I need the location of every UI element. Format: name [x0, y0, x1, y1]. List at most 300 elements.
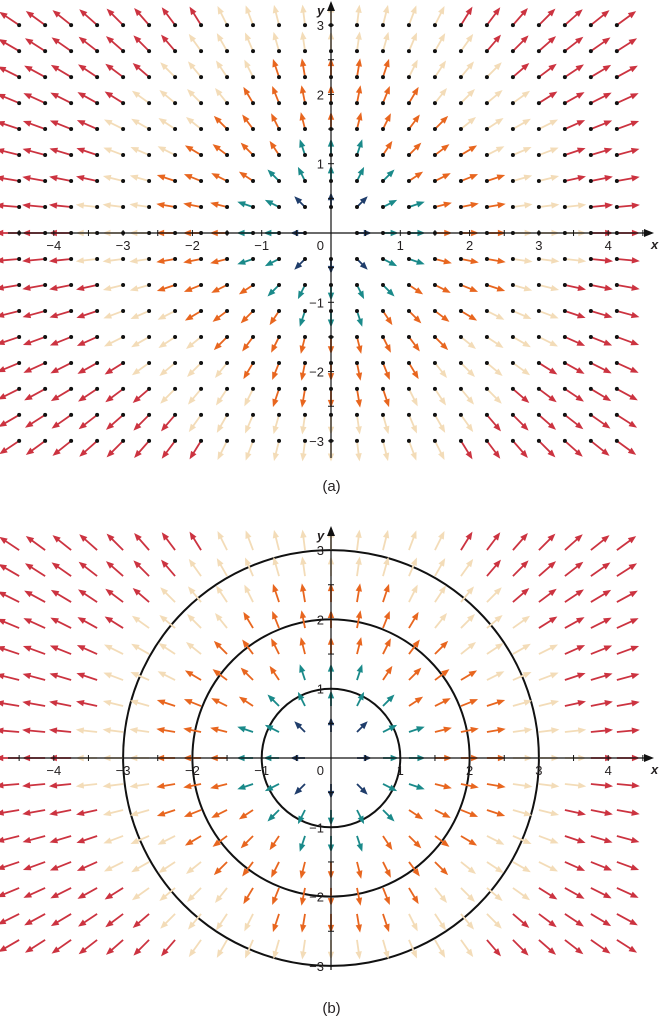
- vector-arrow: [513, 727, 533, 733]
- base-point: [277, 179, 281, 183]
- x-tick-label: −4: [46, 763, 62, 778]
- vector-arrow: [241, 309, 255, 323]
- vector-arrow: [537, 309, 559, 319]
- vector-arrow: [104, 119, 125, 131]
- base-point: [563, 387, 567, 391]
- base-point: [407, 283, 411, 287]
- vector-arrow: [133, 387, 151, 403]
- vector-arrow: [511, 119, 531, 131]
- vector-arrow: [563, 9, 583, 27]
- vector-arrow: [433, 335, 448, 350]
- vector-arrow: [50, 93, 73, 105]
- vector-arrow: [77, 645, 97, 654]
- base-point: [147, 387, 151, 391]
- vector-arrow: [79, 413, 99, 429]
- vector-arrow: [183, 783, 201, 789]
- vector-arrow: [107, 439, 125, 457]
- base-point: [43, 49, 47, 53]
- vector-arrow: [407, 143, 421, 157]
- vector-arrow: [563, 37, 583, 53]
- x-tick-label: 4: [604, 238, 612, 253]
- vector-arrow: [105, 914, 123, 927]
- base-point: [69, 205, 73, 209]
- base-point: [511, 127, 515, 131]
- vector-arrow: [211, 173, 229, 183]
- vector-arrow: [487, 810, 505, 817]
- vector-arrow: [272, 387, 281, 407]
- vector-arrow: [270, 309, 281, 325]
- vector-arrow: [461, 532, 473, 550]
- x-tick-label: 1: [396, 238, 404, 253]
- vector-arrow: [157, 174, 177, 183]
- vector-arrow: [383, 862, 391, 878]
- base-point: [17, 413, 21, 417]
- vector-arrow: [0, 335, 21, 345]
- vector-arrow: [589, 37, 611, 53]
- vector-arrow: [130, 147, 151, 157]
- vector-arrow: [105, 92, 125, 106]
- base-point: [199, 101, 203, 105]
- base-point: [173, 387, 177, 391]
- vector-arrow: [107, 534, 123, 550]
- vector-arrow: [298, 283, 307, 299]
- vector-arrow: [407, 60, 418, 79]
- vector-arrow: [355, 309, 363, 327]
- base-point: [381, 75, 385, 79]
- vector-arrow: [461, 670, 477, 680]
- vector-arrow: [355, 257, 368, 270]
- base-point: [563, 335, 567, 339]
- base-point: [407, 153, 411, 157]
- base-point: [121, 101, 125, 105]
- vector-arrow: [0, 728, 19, 734]
- base-point: [433, 75, 437, 79]
- vector-arrow: [77, 617, 97, 628]
- base-point: [563, 153, 567, 157]
- vector-arrow: [407, 5, 417, 27]
- base-point: [251, 309, 255, 313]
- vector-arrow: [563, 439, 583, 457]
- vector-arrow: [591, 940, 611, 954]
- base-point: [199, 361, 203, 365]
- vector-arrow: [355, 335, 362, 354]
- base-point: [95, 153, 99, 157]
- base-point: [69, 153, 73, 157]
- base-point: [147, 205, 151, 209]
- vector-arrow: [459, 257, 479, 264]
- base-point: [17, 127, 21, 131]
- vector-arrow: [459, 145, 477, 157]
- base-point: [225, 127, 229, 131]
- vector-arrow: [49, 673, 71, 680]
- base-point: [225, 205, 229, 209]
- vector-arrow: [459, 283, 478, 292]
- base-point: [615, 257, 619, 261]
- vector-arrow: [24, 66, 47, 79]
- base-point: [485, 127, 489, 131]
- base-point: [147, 335, 151, 339]
- vector-arrow: [76, 673, 97, 680]
- vector-arrow: [589, 413, 611, 429]
- base-point: [121, 439, 125, 443]
- base-point: [563, 361, 567, 365]
- vector-arrow: [433, 6, 445, 27]
- y-axis-arrow: [327, 526, 335, 536]
- vector-arrow: [615, 283, 640, 291]
- base-point: [43, 335, 47, 339]
- vector-arrow: [615, 309, 640, 318]
- base-point: [355, 127, 359, 131]
- base-point: [225, 335, 229, 339]
- vector-arrow: [355, 31, 362, 53]
- base-point: [173, 439, 177, 443]
- vector-arrow: [513, 940, 529, 956]
- base-point: [459, 75, 463, 79]
- base-point: [199, 179, 203, 183]
- x-axis-label: x: [651, 762, 659, 777]
- vector-arrow: [407, 115, 420, 132]
- base-point: [459, 361, 463, 365]
- y-tick-label: 3: [316, 543, 324, 559]
- base-point: [303, 283, 307, 287]
- vector-arrow: [0, 39, 21, 53]
- vector-arrow: [0, 646, 19, 654]
- vector-arrow: [210, 727, 227, 733]
- vector-arrow: [242, 862, 253, 877]
- vector-arrow: [187, 888, 201, 902]
- base-point: [511, 101, 515, 105]
- vector-arrow: [300, 862, 306, 879]
- base-point: [485, 257, 489, 261]
- base-point: [199, 387, 203, 391]
- base-point: [303, 75, 307, 79]
- vector-arrow: [215, 613, 227, 628]
- y-tick-label: 2: [316, 87, 324, 103]
- vector-arrow: [356, 610, 362, 628]
- vector-arrow: [131, 644, 149, 654]
- vector-arrow: [537, 175, 559, 183]
- vector-arrow: [591, 782, 613, 788]
- y-tick-label: −1: [309, 820, 324, 836]
- vector-arrow: [186, 642, 201, 654]
- vector-arrow: [130, 700, 149, 706]
- base-point: [563, 439, 567, 443]
- vector-arrow: [273, 439, 281, 461]
- vector-arrow: [355, 283, 364, 299]
- vector-arrow: [272, 86, 281, 105]
- base-point: [407, 387, 411, 391]
- vector-arrow: [76, 782, 97, 788]
- vector-arrow: [183, 727, 201, 733]
- vector-arrow: [241, 668, 253, 680]
- vector-arrow: [188, 387, 203, 405]
- vector-arrow: [435, 810, 451, 818]
- x-tick-label: 3: [535, 763, 543, 778]
- base-point: [433, 153, 437, 157]
- base-point: [407, 309, 411, 313]
- vector-arrow: [188, 586, 201, 602]
- base-point: [537, 309, 541, 313]
- x-tick-label: 1: [396, 763, 404, 778]
- base-point: [147, 23, 151, 27]
- vector-arrow: [0, 94, 21, 105]
- base-point: [95, 179, 99, 183]
- vector-arrow: [187, 361, 203, 377]
- vector-arrow: [487, 671, 504, 680]
- vector-arrow: [435, 669, 450, 680]
- vector-arrow: [76, 148, 99, 157]
- vector-arrow: [299, 836, 305, 852]
- vector-arrow: [103, 782, 123, 788]
- vector-arrow: [77, 92, 99, 105]
- vector-arrow: [49, 810, 71, 816]
- vector-arrow: [22, 810, 45, 816]
- base-point: [433, 205, 437, 209]
- vector-arrow: [49, 782, 71, 788]
- vector-arrow: [355, 940, 361, 960]
- vector-arrow: [383, 666, 392, 680]
- vector-arrow: [106, 940, 123, 955]
- vector-arrow: [78, 387, 99, 402]
- vector-arrow: [243, 87, 255, 105]
- vector-arrow: [563, 335, 585, 346]
- base-point: [563, 309, 567, 313]
- vector-arrow: [187, 89, 203, 105]
- vector-arrow: [563, 148, 586, 157]
- base-point: [225, 23, 229, 27]
- vector-arrow: [433, 309, 450, 322]
- base-point: [355, 309, 359, 313]
- vector-arrow: [23, 618, 45, 628]
- vector-arrow: [158, 146, 177, 157]
- vector-arrow: [216, 914, 227, 931]
- vector-arrow: [539, 862, 558, 872]
- base-point: [589, 257, 593, 261]
- base-point: [147, 439, 151, 443]
- vector-arrow: [433, 88, 447, 105]
- base-point: [537, 335, 541, 339]
- base-point: [277, 205, 281, 209]
- vector-arrow: [79, 439, 99, 457]
- base-point: [95, 309, 99, 313]
- base-point: [147, 101, 151, 105]
- vector-arrow: [161, 940, 175, 956]
- base-point: [95, 335, 99, 339]
- base-point: [199, 75, 203, 79]
- vector-arrow: [409, 888, 419, 904]
- vector-arrow: [79, 940, 97, 954]
- base-point: [381, 309, 385, 313]
- base-point: [95, 439, 99, 443]
- vector-arrow: [159, 888, 175, 901]
- vector-arrow: [107, 9, 125, 27]
- vector-arrow: [485, 7, 500, 27]
- base-point: [173, 335, 177, 339]
- base-point: [355, 257, 359, 261]
- vector-arrow: [537, 361, 557, 375]
- base-point: [303, 23, 307, 27]
- vector-arrow: [133, 588, 149, 602]
- base-point: [251, 127, 255, 131]
- base-point: [615, 309, 619, 313]
- vector-arrow: [103, 700, 123, 706]
- base-point: [355, 361, 359, 365]
- base-point: [251, 101, 255, 105]
- vector-arrow: [461, 586, 474, 602]
- vector-arrow: [300, 530, 306, 550]
- base-point: [303, 49, 307, 53]
- vector-arrow: [22, 257, 47, 264]
- vector-arrow: [76, 202, 99, 209]
- vector-arrow: [294, 196, 307, 209]
- vector-arrow: [407, 335, 420, 352]
- vector-arrow: [270, 141, 281, 157]
- vector-arrow: [0, 361, 21, 372]
- vector-arrow: [133, 35, 151, 53]
- base-point: [251, 75, 255, 79]
- vector-arrow: [563, 257, 586, 264]
- vector-arrow: [133, 413, 151, 431]
- base-point: [121, 335, 125, 339]
- base-point: [381, 153, 385, 157]
- vector-arrow: [537, 64, 557, 79]
- vector-field-panel-b: [0, 525, 663, 980]
- base-point: [537, 101, 541, 105]
- base-point: [485, 101, 489, 105]
- vector-arrow: [485, 413, 501, 431]
- vector-arrow: [130, 810, 149, 816]
- vector-arrow: [217, 6, 229, 27]
- vector-arrow: [300, 914, 306, 933]
- base-point: [95, 361, 99, 365]
- y-tick-label: 2: [316, 612, 324, 628]
- base-point: [303, 153, 307, 157]
- vector-arrow: [381, 169, 395, 183]
- vector-arrow: [26, 536, 45, 550]
- base-point: [511, 23, 515, 27]
- base-point: [69, 413, 73, 417]
- vector-arrow: [433, 202, 452, 209]
- vector-arrow: [407, 387, 418, 406]
- base-point: [615, 283, 619, 287]
- base-point: [433, 127, 437, 131]
- vector-arrow: [77, 335, 99, 346]
- base-point: [147, 413, 151, 417]
- vector-arrow: [0, 66, 21, 79]
- vector-arrow: [79, 562, 97, 576]
- vector-arrow: [210, 783, 227, 789]
- base-point: [459, 23, 463, 27]
- vector-arrow: [485, 387, 502, 404]
- base-point: [407, 439, 411, 443]
- vector-arrow: [49, 700, 71, 706]
- vector-arrow: [272, 914, 279, 932]
- vector-arrow: [591, 535, 610, 550]
- base-point: [173, 49, 177, 53]
- vector-arrow: [355, 556, 361, 576]
- vector-arrow: [487, 532, 500, 550]
- x-tick-label: 4: [604, 763, 612, 778]
- origin-label: 0: [316, 238, 324, 253]
- base-point: [277, 101, 281, 105]
- base-point: [433, 49, 437, 53]
- vector-arrow: [157, 283, 177, 292]
- vector-arrow: [23, 309, 48, 318]
- vector-arrow: [409, 530, 417, 550]
- vector-arrow: [565, 562, 583, 576]
- base-point: [277, 361, 281, 365]
- base-point: [407, 75, 411, 79]
- vector-arrow: [537, 257, 559, 264]
- vector-arrow: [589, 202, 613, 209]
- vector-arrow: [52, 10, 73, 27]
- base-point: [251, 49, 255, 53]
- vector-arrow: [105, 387, 125, 402]
- vector-arrow: [617, 536, 636, 550]
- vector-arrow: [213, 836, 228, 847]
- vector-arrow: [105, 888, 123, 900]
- base-point: [563, 75, 567, 79]
- vector-arrow: [615, 439, 636, 455]
- vector-arrow: [158, 643, 175, 654]
- base-point: [173, 153, 177, 157]
- base-point: [69, 257, 73, 261]
- vector-arrow: [591, 914, 611, 926]
- base-point: [277, 283, 281, 287]
- vector-arrow: [433, 361, 447, 378]
- vector-arrow: [381, 141, 392, 157]
- vector-arrow: [25, 563, 45, 576]
- vector-arrow: [513, 533, 528, 550]
- vector-arrow: [300, 940, 306, 960]
- vector-arrow: [615, 175, 640, 183]
- vector-arrow: [435, 727, 452, 733]
- vector-arrow: [565, 782, 586, 788]
- vector-arrow: [539, 727, 559, 733]
- x-tick-label: −2: [184, 238, 200, 253]
- vector-arrow: [23, 673, 46, 680]
- base-point: [303, 101, 307, 105]
- vector-arrow: [215, 888, 227, 903]
- vector-arrow: [237, 726, 253, 732]
- vector-arrow: [52, 940, 72, 954]
- vector-arrow: [50, 618, 71, 628]
- vector-arrow: [383, 694, 395, 706]
- vector-arrow: [615, 202, 640, 209]
- vector-field-panel-a: [0, 0, 663, 470]
- y-axis-label: y: [317, 528, 325, 543]
- base-point: [459, 101, 463, 105]
- vector-arrow: [433, 387, 446, 406]
- vector-arrow: [381, 413, 389, 434]
- base-point: [459, 257, 463, 261]
- base-point: [563, 179, 567, 183]
- base-point: [277, 335, 281, 339]
- vector-arrow: [381, 387, 390, 407]
- vector-arrow: [76, 283, 99, 291]
- vector-arrow: [617, 646, 639, 654]
- base-point: [615, 439, 619, 443]
- vector-arrow: [459, 7, 473, 27]
- base-point: [277, 153, 281, 157]
- vector-arrow: [407, 32, 417, 53]
- base-point: [95, 127, 99, 131]
- vector-arrow: [76, 836, 97, 843]
- vector-arrow: [22, 283, 47, 291]
- base-point: [17, 283, 21, 287]
- base-point: [459, 283, 463, 287]
- vector-arrow: [383, 836, 392, 850]
